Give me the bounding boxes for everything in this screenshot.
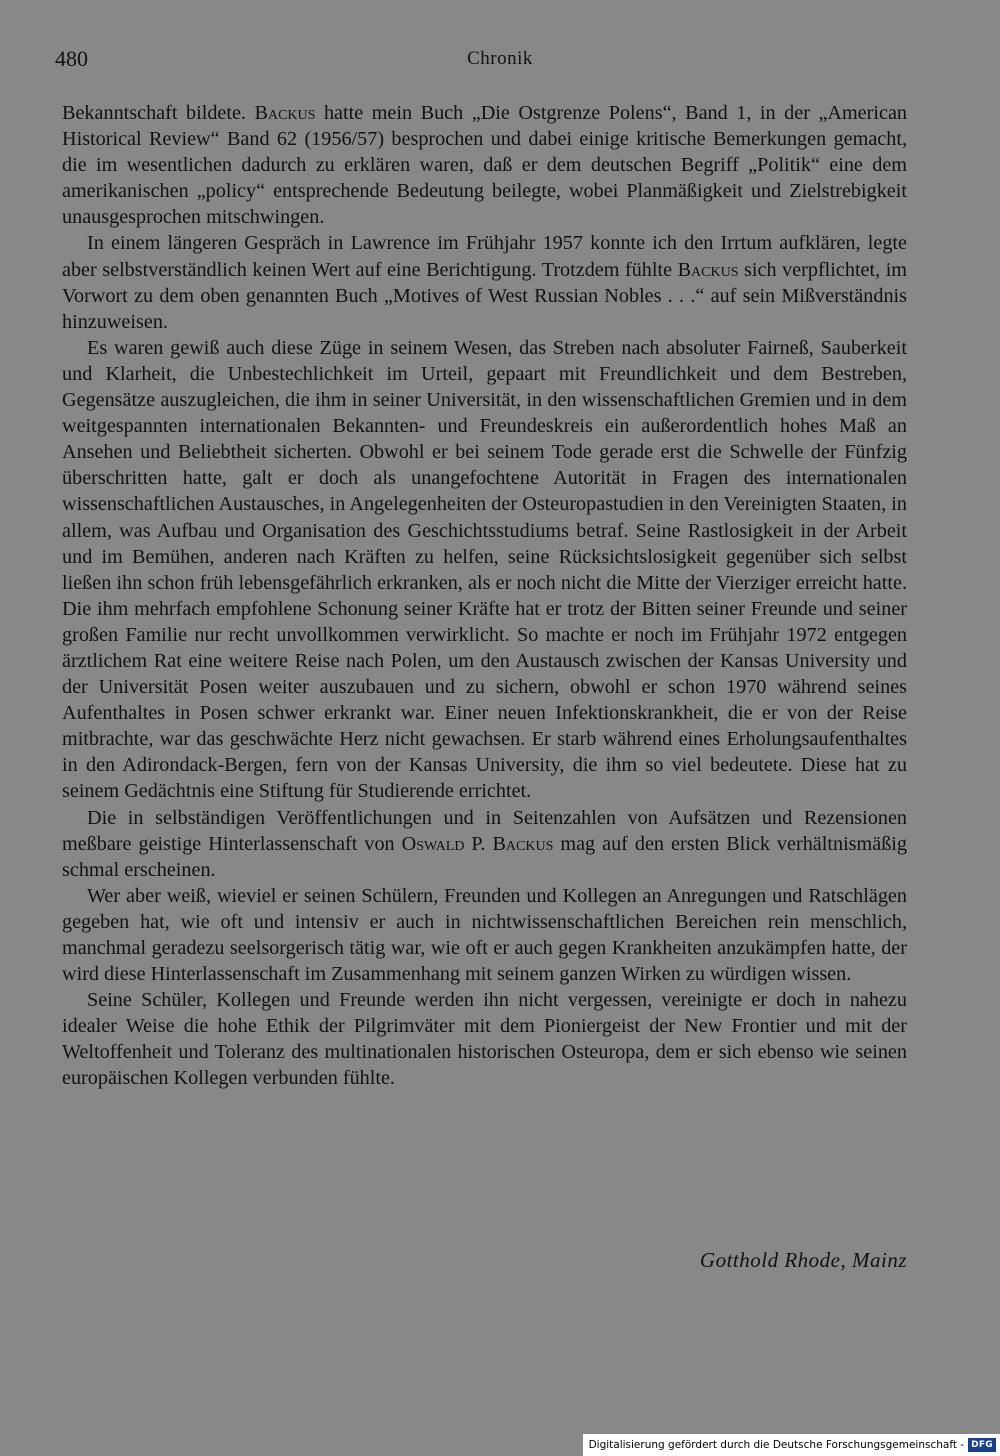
dfg-logo: DFG bbox=[968, 1438, 996, 1452]
author-name: Oswald P. Backus bbox=[401, 832, 554, 855]
paragraph: Wer aber weiß, wieviel er seinen Schülern, Freunden und Kollegen an Anregungen und Ratschlägen gegeben hat, wie oft und intensiv er auch in nichtwissenschaftlichen Bereichen rein menschlich, manchmal geradezu seelsorgerisch tätig war, wie oft er auch gegen Krankheiten anzukämpfen hatte, der wird diese Hinterlassenschaft im Zusammenhang mit seinem ganzen Wirken zu würdigen wissen. bbox=[62, 884, 907, 986]
paragraph: In einem längeren Gespräch in Lawrence im Frühjahr 1957 konnte ich den Irrtum aufklären, legte aber selbstverständlich keinen Wert auf eine Berichtigung. Trotzdem fühlte Backus sich verpflichtet, im Vorwort zu dem oben genannten Buch „Motives of West Russian Nobles . . .“ auf sein Mißverständnis hinzuweisen. bbox=[62, 232, 908, 333]
paragraph: Bekanntschaft bildete. Backus hatte mein Buch „Die Ostgrenze Polens“, Band 1, in der „American Historical Review“ Band 62 (1956/57) besprochen und dabei einige kritische Bemerkungen gemacht, die im wesentlichen dadurch zu erklären waren, daß er dem deutschen Begriff „Politik“ eine dem amerikanischen „policy“ entsprechende Bedeutung beilegte, wobei Planmäßigkeit und Zielstrebigkeit unausgesprochen mitschwingen. bbox=[62, 102, 907, 229]
paragraph: Es waren gewiß auch diese Züge in seinem Wesen, das Streben nach absoluter Fairneß, Sauberkeit und Klarheit, die Unbestechlichkeit im Urteil, gepaart mit Freundlichkeit und dem Bestreben, Gegensätze auszugleichen, die ihm in seiner Universität, in den wissenschaftlichen Gremien und in dem weitgespannten internationalen Bekannten- und Freundeskreis ein außerordentlich hohes Maß an Ansehen und Beliebtheit sicherten. Obwohl er bei seinem Tode gerade erst die Schwelle der Fünfzig überschritten hatte, galt er doch als unangefochtene Autorität in Fragen des internationalen wissenschaftlichen Austausches, in Angelegenheiten der Osteuropastudien in den Vereinigten Staaten, in allem, was Aufbau und Organisation des Geschichtsstudiums betraf. Seine Rastlosigkeit in der Arbeit und im Bemühen, anderen nach Kräften zu helfen, seine Rücksichtslosigkeit gegenüber sich selbst ließen ihn schon früh lebensgefährlich erkranken, als er noch nicht die Mitte der Vierziger erreicht hatte. Die ihm mehrfach empfohlene Schonung seiner Kräfte hat er trotz der Bitten seiner Freunde und seiner großen Familie nur recht unvollkommen verwirklicht. So machte er noch im Frühjahr 1972 entgegen ärztlichem Rat eine weitere Reise nach Polen, um den Austausch zwischen der Kansas University und der Universität Posen weiter auszubauen und zu sichern, obwohl er schon 1970 während seines Aufenthaltes in Posen schwer erkrankt war. Einer neuen Infektionskrankheit, die er von der Reise mitbrachte, war das geschwächte Herz nicht gewachsen. Er starb während eines Erholungsaufenthaltes in den Adirondack-Bergen, fern von der Kansas University, die ihm so viel bedeutete. Diese hat zu seinem Gedächtnis eine Stiftung für Studierende errichtet. bbox=[62, 336, 907, 803]
running-head: Chronik bbox=[467, 48, 533, 69]
paragraph: Seine Schüler, Kollegen und Freunde werden ihn nicht vergessen, vereinigte er doch in nahezu idealer Weise die hohe Ethik der Pilgrimväter mit dem Pioniergeist der New Frontier und mit der Weltoffenheit und Toleranz des multinationalen historischen Osteuropa, dem er sich ebenso wie seinen europäischen Kollegen verbunden fühlte. bbox=[62, 989, 907, 1090]
credit-text: Digitalisierung gefördert durch die Deutsche Forschungsgemeinschaft - bbox=[588, 1439, 965, 1451]
page-number: 480 bbox=[55, 46, 88, 71]
author-name: Backus bbox=[677, 258, 739, 281]
digitization-credit bbox=[583, 1434, 1000, 1456]
author-name: Backus bbox=[254, 102, 316, 124]
article-body bbox=[62, 100, 907, 1092]
paragraph: Die in selbständigen Veröffentlichungen und in Seitenzahlen von Aufsätzen und Rezensionen meßbare geistige Hinterlassenschaft von Oswald P. Backus mag auf den ersten Blick verhältnismäßig schmal erscheinen. bbox=[62, 806, 907, 881]
signature: Gotthold Rhode, Mainz bbox=[699, 1248, 907, 1272]
